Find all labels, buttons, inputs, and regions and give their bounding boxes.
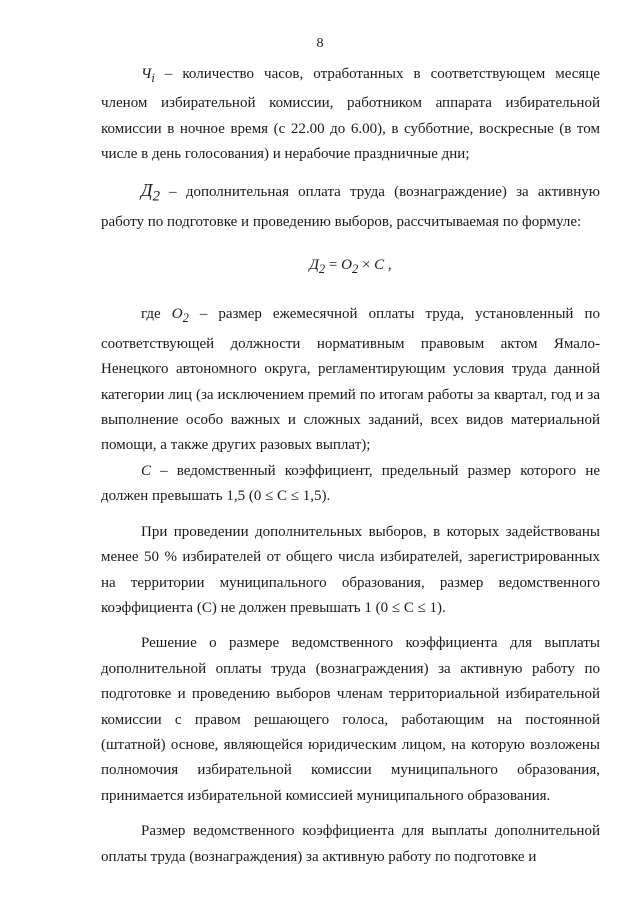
variable-ch: $Ч_i$	[141, 66, 155, 85]
page-number: 8	[316, 36, 324, 51]
paragraph-hours-definition: $Ч_i$ – количество часов, отработанных в соответствующем месяце членом избирательной комиссии, работником аппарата избирательной комиссии в ночное время (с 22.00 до 6.00), в субботние, воскресные (в том числе в день голосования) и нерабочие праздничные дни;	[101, 66, 600, 163]
paragraph-coefficient-size: Размер ведомственного коэффициента для выплаты дополнительной оплаты труда (вознаграждения) за активную работу по подготовке и	[101, 823, 600, 865]
paragraph-additional-elections: При проведении дополнительных выборов, в которых задействованы менее 50 % избирателей от общего числа избирателей, зарегистрированных на территории муниципального образования, размер ведомственного коэффициента (С) не должен превышать 1 (0 ≤ С ≤ 1).	[101, 523, 600, 616]
formula-d2: $Д_2 = О_2 \times С$ ,	[309, 257, 392, 277]
variable-o2: $О_2$	[171, 306, 189, 326]
variable-d2: $Д_2$	[141, 179, 160, 205]
paragraph-c-definition: С – ведомственный коэффициент, предельный размер которого не должен превышать 1,5 (0 ≤ С ≤ 1,5).	[101, 462, 600, 505]
document-body	[101, 62, 600, 870]
paragraph-decision: Решение о размере ведомственного коэффициента для выплаты дополнительной оплаты труда (вознаграждения) за активную работу по подготовке и проведению выборов членам территориальной избирательной комиссии с правом решающего голоса, работающим на постоянной (штатной) основе, являющейся юридическим лицом, на которую возложены полномочия избирательной комиссии муниципального образования, принимается избирательной комиссией муниципального образования.	[101, 635, 600, 804]
variable-c: С	[141, 462, 152, 479]
paragraph-d2-definition: $Д_2$ – дополнительная оплата труда (вознаграждение) за активную работу по подготовке и проведению выборов, рассчитываемая по формуле:	[101, 179, 600, 230]
paragraph-o2-definition: где $О_2$ – размер ежемесячной оплаты труда, установленный по соответствующей должности нормативным правовым актом Ямало-Ненецкого автономного округа, регламентирующим условия труда данной категории лиц (за исключением премий по итогам работы за квартал, год и за выполнение особо важных и сложных заданий, всех видов материальной помощи, а также других разовых выплат);	[101, 306, 600, 454]
